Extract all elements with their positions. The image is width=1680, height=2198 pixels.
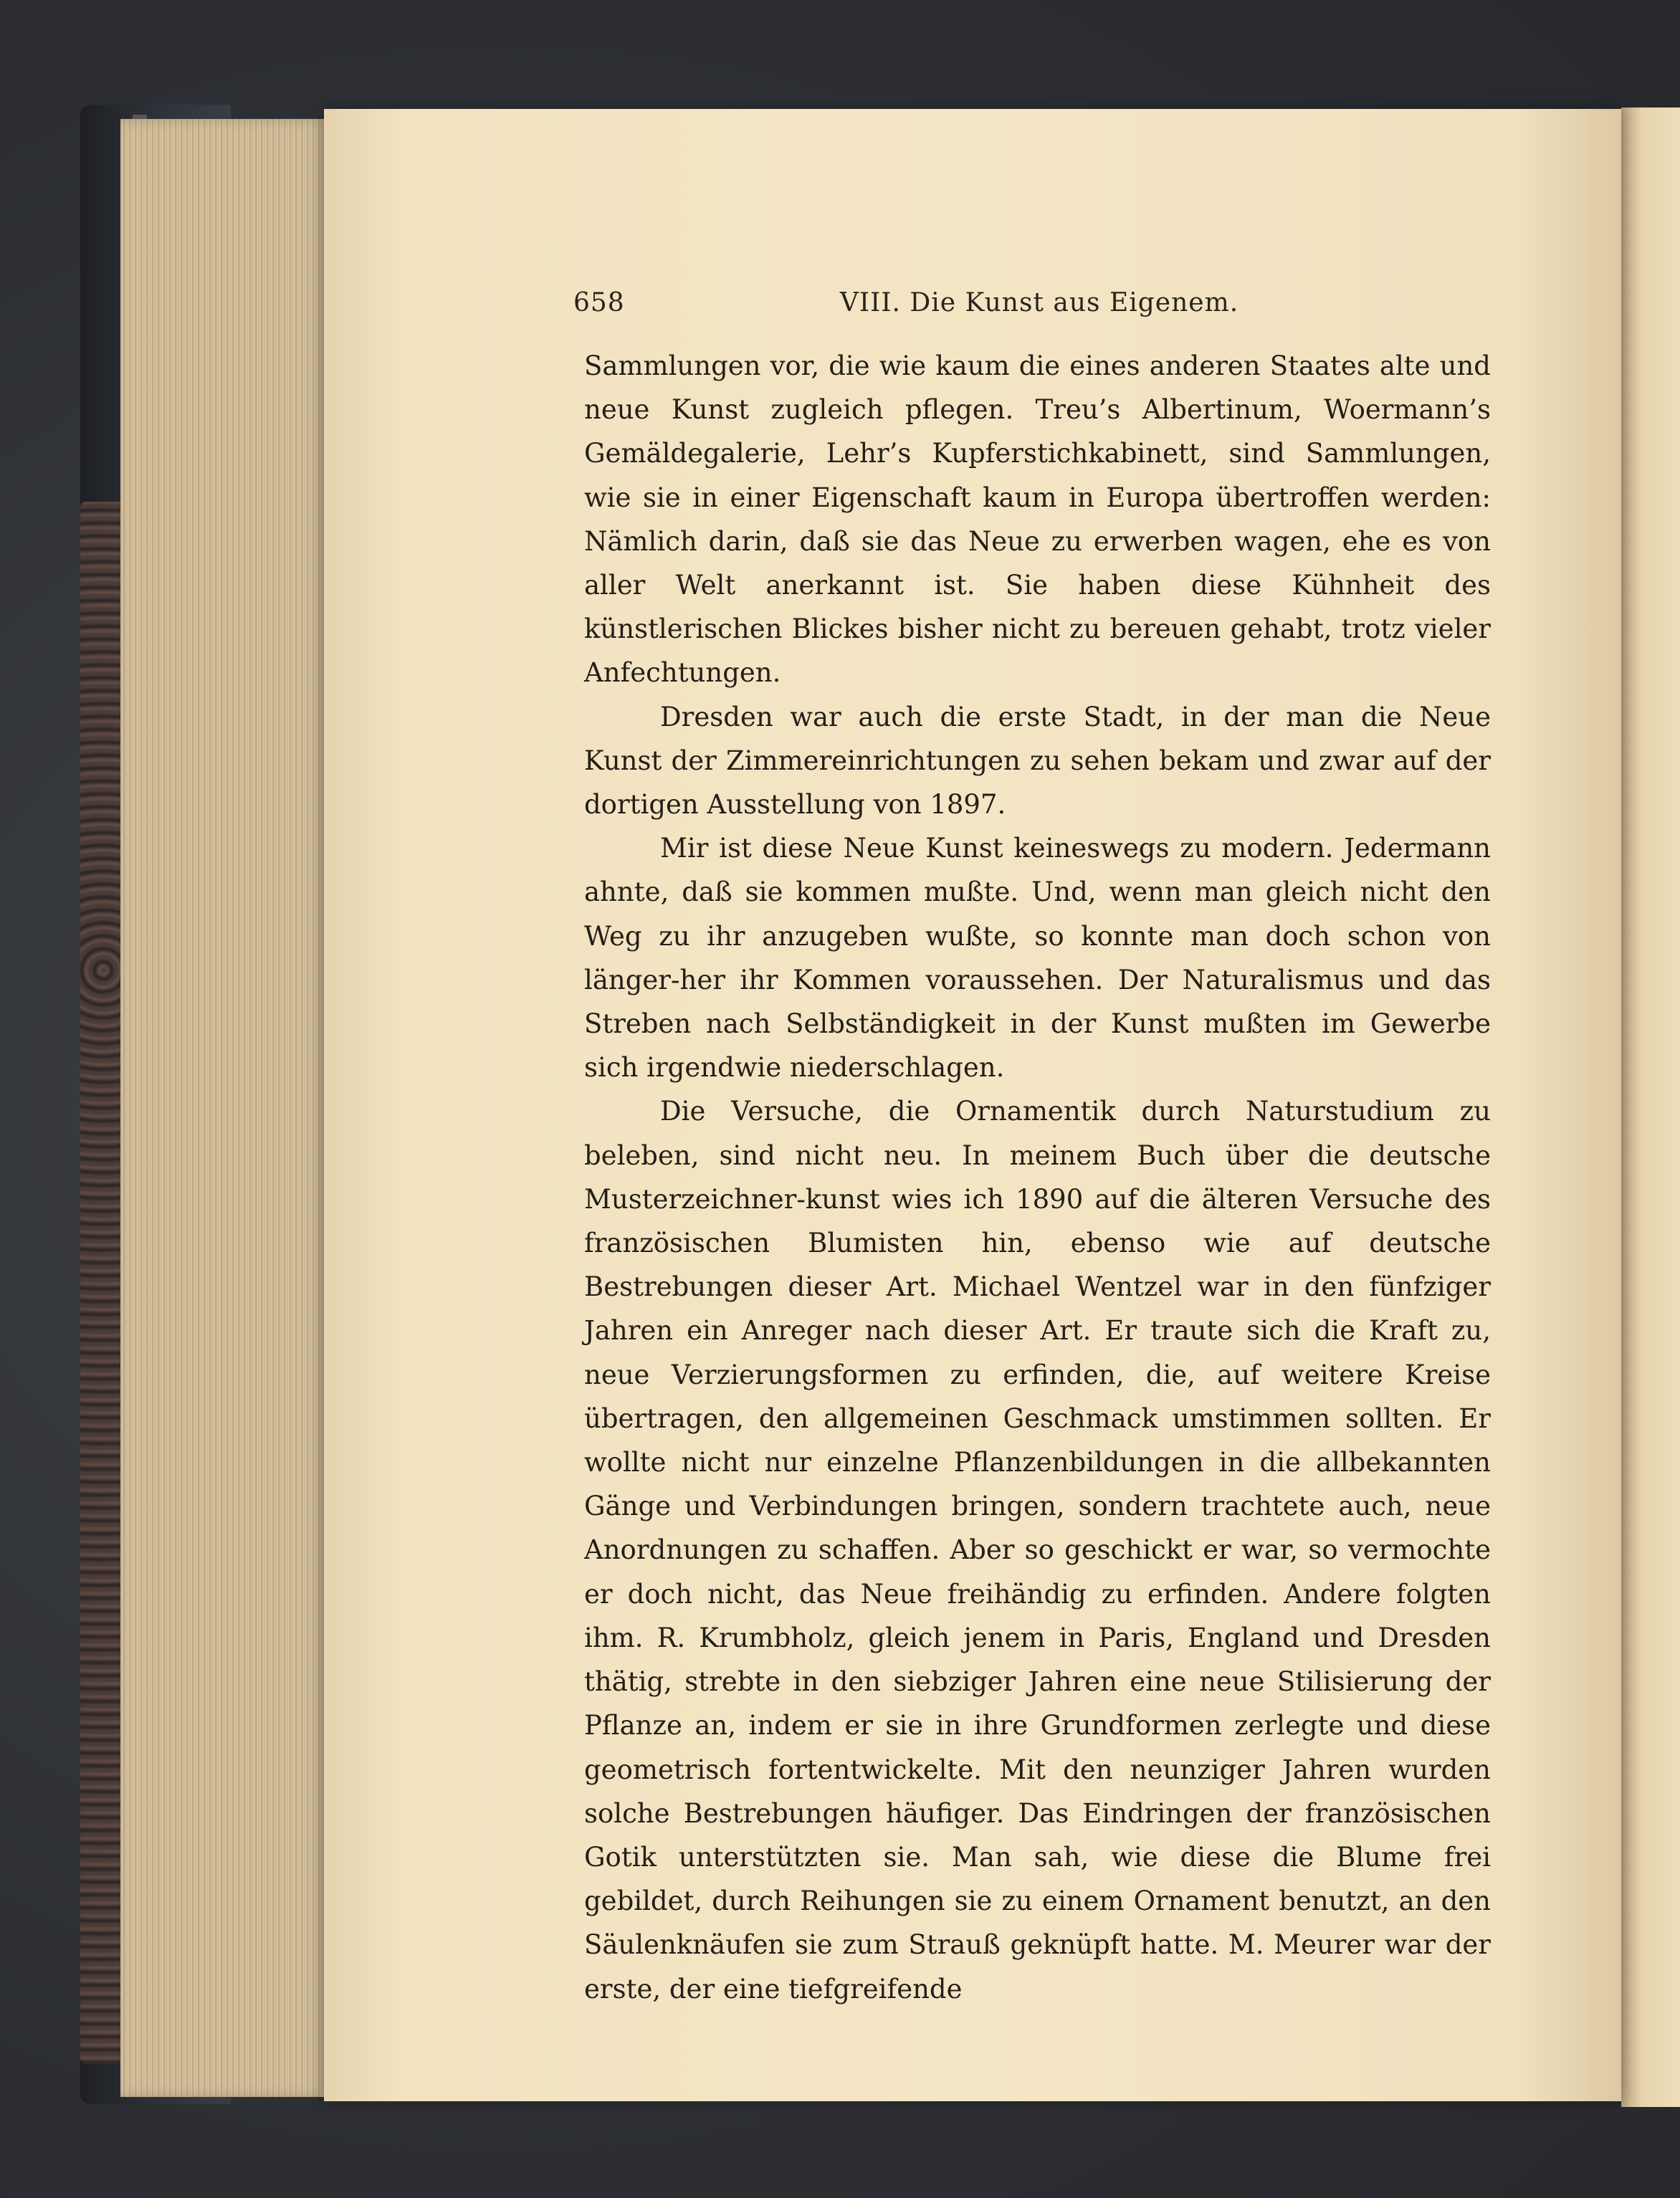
book-page <box>324 109 1621 2101</box>
page-block-edges <box>120 119 328 2097</box>
running-head: VIII. Die Kunst aus Eigenem. <box>839 288 1239 317</box>
paragraph: Mir ist diese Neue Kunst keineswegs zu modern. Jedermann ahnte, daß sie kommen mußte. Und, wenn man gleich nicht den Weg zu ihr anzugeben wußte, so konnte man doch schon von länger-her ihr Kommen voraussehen. Der Naturalismus und das Streben nach Selbständigkeit in der Kunst mußten im Gewerbe sich irgendwie niederschlagen. <box>584 833 1491 1084</box>
page-number: 658 <box>573 288 625 317</box>
paragraph: Die Versuche, die Ornamentik durch Naturstudium zu beleben, sind nicht neu. In meinem Buch über die deutsche Musterzeichner-kunst wies ich 1890 auf die älteren Versuche des französischen Blumisten hin, ebenso wie auf deutsche Bestrebungen dieser Art. Michael Wentzel war in den fünfziger Jahren ein Anreger nach dieser Art. Er traute sich die Kraft zu, neue Verzierungsformen zu erfinden, die, auf weitere Kreise übertragen, den allgemeinen Geschmack umstimmen sollten. Er wollte nicht nur einzelne Pflanzenbildungen in die allbekannten Gänge und Verbindungen bringen, sondern trachtete auch, neue Anordnungen zu schaffen. Aber so geschickt er war, so vermochte er doch nicht, das Neue freihändig zu erfinden. Andere folgten ihm. R. Krumbholz, gleich jenem in Paris, England und Dresden thätig, strebte in den siebziger Jahren eine neue Stilisierung der Pflanze an, indem er sie in ihre Grundformen zerlegte und diese geometrisch fortentwickelte. Mit den neunziger Jahren wurden solche Bestrebungen häufiger. Das Eindringen der französischen Gotik unterstützten sie. Man sah, wie diese die Blume frei gebildet, durch Reihungen sie zu einem Ornament benutzt, an den Säulenknäufen sie zum Strauß geknüpft hatte. M. Meurer war der erste, der eine tiefgreifende <box>584 1096 1491 2005</box>
paragraph: Sammlungen vor, die wie kaum die eines anderen Staates alte und neue Kunst zugleich pflegen. Treu’s Albertinum, Woermann’s Gemäldegalerie, Lehr’s Kupferstichkabinett, sind Sammlungen, wie sie in einer Eigenschaft kaum in Europa übertroffen werden: Nämlich darin, daß sie das Neue zu erwerben wagen, ehe es von aller Welt anerkannt ist. Sie haben diese Kühnheit des künstlerischen Blickes bisher nicht zu bereuen gehabt, trotz vieler Anfechtungen. <box>584 350 1491 689</box>
page-header <box>573 281 1527 324</box>
facing-page-edge <box>1621 107 1680 2107</box>
body-text <box>584 344 1491 2011</box>
paragraph: Dresden war auch die erste Stadt, in der man die Neue Kunst der Zimmereinrichtungen zu sehen bekam und zwar auf der dortigen Ausstellung von 1897. <box>584 701 1491 821</box>
